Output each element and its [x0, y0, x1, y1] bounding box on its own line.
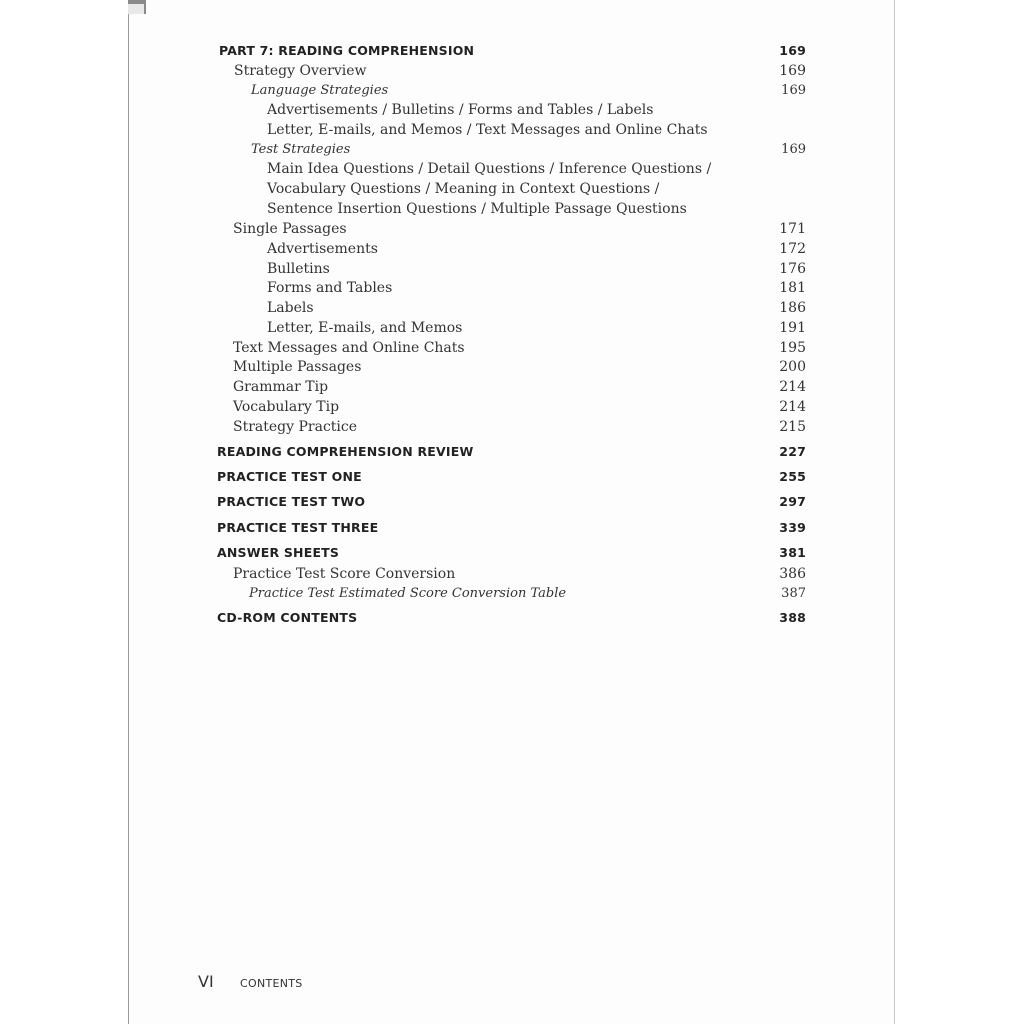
toc-title: Bulletins — [267, 261, 330, 277]
toc-page: 181 — [779, 280, 806, 296]
toc-title: PRACTICE TEST TWO — [217, 494, 366, 509]
toc-title: Test Strategies — [251, 142, 351, 157]
toc-title: Single Passages — [233, 221, 347, 237]
toc-title: Strategy Overview — [234, 63, 367, 79]
toc-page: 339 — [779, 520, 806, 535]
toc-title: Practice Test Estimated Score Conversion Table — [249, 586, 567, 601]
toc-page: 171 — [779, 221, 806, 237]
toc-title: Grammar Tip — [233, 379, 329, 395]
toc-page: 215 — [779, 419, 806, 435]
toc-page: 387 — [781, 586, 806, 601]
toc-page: 169 — [781, 83, 806, 98]
toc-title: Labels — [267, 300, 314, 316]
toc-title: Multiple Passages — [233, 359, 362, 375]
toc-page: 381 — [779, 545, 806, 560]
toc-page: 176 — [779, 261, 806, 277]
toc-page: 255 — [779, 469, 806, 484]
toc-title: CD-ROM CONTENTS — [217, 610, 358, 625]
toc-page: 214 — [779, 399, 806, 415]
toc-title: PART 7: READING COMPREHENSION — [219, 43, 475, 58]
toc-subline-text: Main Idea Questions / Detail Questions / Inference Questions / — [267, 161, 712, 177]
toc-page: 227 — [779, 444, 806, 459]
toc-subline-text: Vocabulary Questions / Meaning in Context Questions / — [267, 181, 660, 197]
toc-subline-text: Letter, E-mails, and Memos / Text Messages and Online Chats — [267, 122, 708, 138]
toc-title: Language Strategies — [251, 83, 389, 98]
toc-page: 195 — [779, 340, 806, 356]
toc-page: 214 — [779, 379, 806, 395]
toc-title: Practice Test Score Conversion — [233, 566, 456, 582]
toc-title: READING COMPREHENSION REVIEW — [217, 444, 474, 459]
toc-page: 191 — [779, 320, 806, 336]
toc-title: Letter, E-mails, and Memos — [267, 320, 463, 336]
toc-title: Forms and Tables — [267, 280, 393, 296]
toc-title: ANSWER SHEETS — [217, 545, 340, 560]
toc-title: Advertisements — [267, 241, 378, 257]
toc-page: 169 — [779, 63, 806, 79]
toc-title: Vocabulary Tip — [233, 399, 340, 415]
toc-page: 169 — [781, 142, 806, 157]
footer-section-label: CONTENTS — [240, 977, 303, 990]
toc-page: 186 — [779, 300, 806, 316]
toc-subline-text: Sentence Insertion Questions / Multiple Passage Questions — [267, 201, 687, 217]
toc-page: 297 — [779, 494, 806, 509]
toc-title: PRACTICE TEST THREE — [217, 520, 379, 535]
toc-title: Strategy Practice — [233, 419, 358, 435]
toc-title: Text Messages and Online Chats — [233, 340, 465, 356]
toc-page: 172 — [779, 241, 806, 257]
toc-page: 169 — [779, 43, 806, 58]
toc-title: PRACTICE TEST ONE — [217, 469, 362, 484]
toc-page: 200 — [779, 359, 806, 375]
toc-page: 388 — [779, 610, 806, 625]
footer-page-number: VI — [198, 972, 214, 991]
toc-page: 386 — [779, 566, 806, 582]
toc-subline-text: Advertisements / Bulletins / Forms and Tables / Labels — [267, 102, 654, 118]
